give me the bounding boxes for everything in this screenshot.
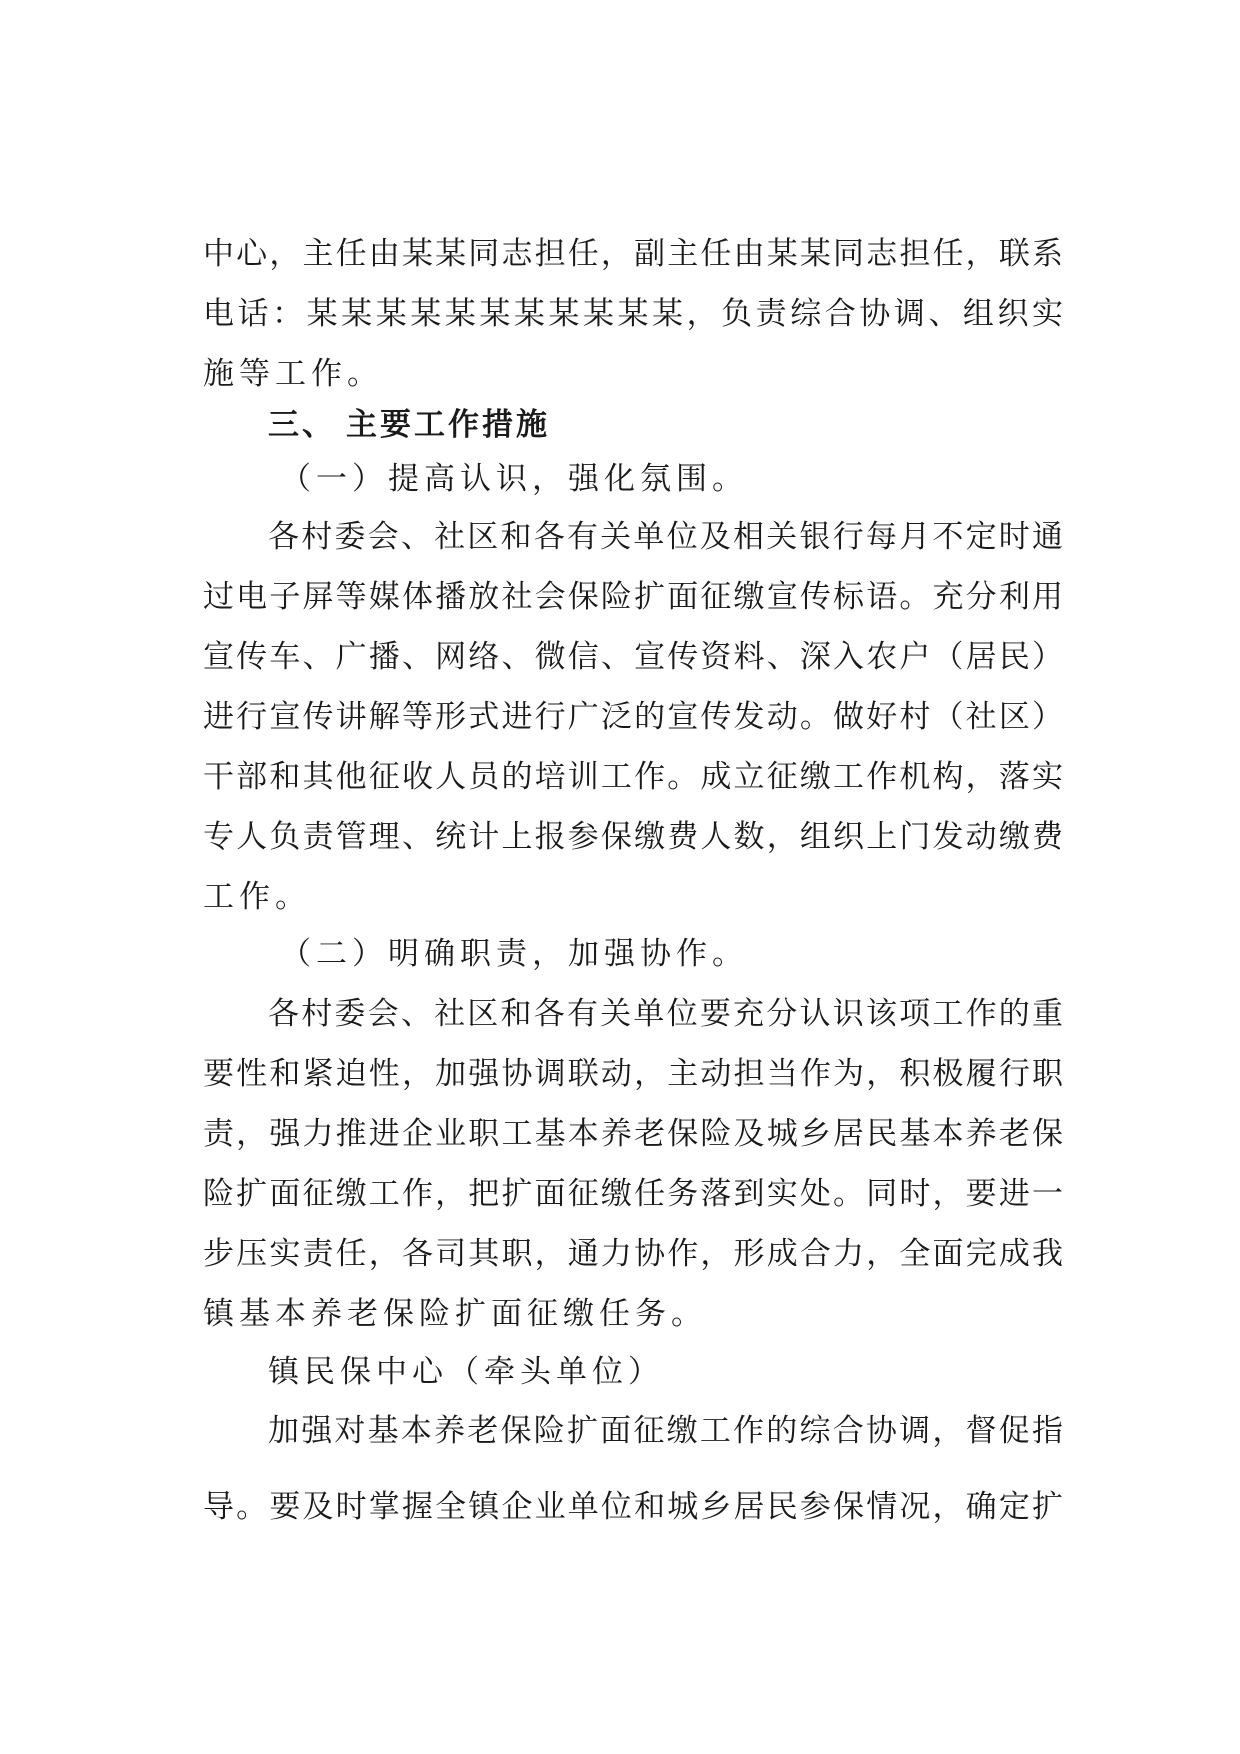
unit-heading: 镇民保中心（牵头单位） (268, 1354, 664, 1390)
body-line: 进行宣传讲解等形式进行广泛的宣传发动。做好村（社区） (203, 699, 1063, 735)
subsection-heading: （一）提高认识，强化氛围。 (280, 461, 748, 497)
body-line: 过电子屏等媒体播放社会保险扩面征缴宣传标语。充分利用 (203, 579, 1063, 615)
body-line: 步压实责任，各司其职，通力协作，形成合力，全面完成我 (203, 1236, 1063, 1272)
body-line: 干部和其他征收人员的培训工作。成立征缴工作机构，落实 (203, 759, 1063, 795)
body-line: 要性和紧迫性，加强协调联动，主动担当作为，积极履行职 (203, 1056, 1063, 1092)
body-line: 施等工作。 (203, 356, 383, 392)
body-line: 加强对基本养老保险扩面征缴工作的综合协调，督促指 (268, 1413, 1063, 1449)
section-number: 三、 (268, 407, 336, 443)
body-line: 险扩面征缴工作，把扩面征缴任务落到实处。同时，要进一 (203, 1176, 1063, 1212)
body-line: 电话：某某某某某某某某某某某，负责综合协调、组织实 (203, 296, 1063, 332)
body-line: 导。要及时掌握全镇企业单位和城乡居民参保情况，确定扩 (203, 1489, 1063, 1525)
body-line: 宣传车、广播、网络、微信、宣传资料、深入农户（居民） (203, 639, 1063, 675)
body-line: 专人负责管理、统计上报参保缴费人数，组织上门发动缴费 (203, 819, 1063, 855)
section-title: 主要工作措施 (346, 407, 550, 443)
body-line: 各村委会、社区和各有关单位及相关银行每月不定时通 (268, 519, 1063, 555)
section-heading (268, 405, 1063, 445)
body-line: 镇基本养老保险扩面征缴任务。 (203, 1296, 707, 1332)
body-line: 各村委会、社区和各有关单位要充分认识该项工作的重 (268, 996, 1063, 1032)
body-line: 中心，主任由某某同志担任，副主任由某某同志担任，联系 (203, 236, 1063, 272)
body-line: 责，强力推进企业职工基本养老保险及城乡居民基本养老保 (203, 1116, 1063, 1152)
subsection-heading: （二）明确职责，加强协作。 (280, 936, 748, 972)
body-line: 工作。 (203, 879, 311, 915)
